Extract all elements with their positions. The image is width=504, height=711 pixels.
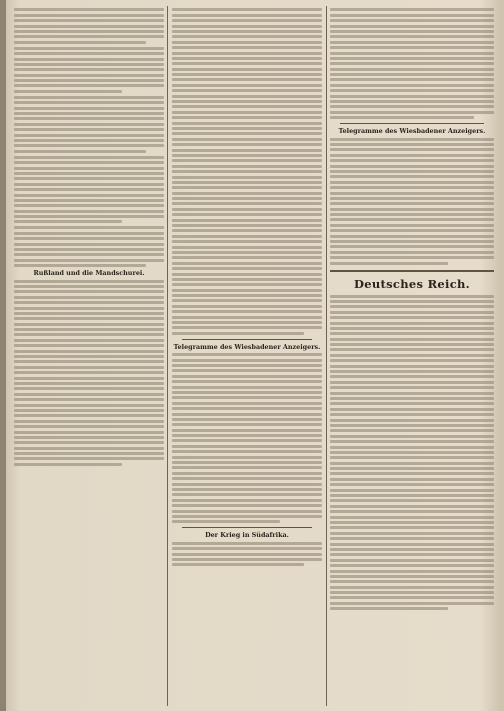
- article-block: [330, 295, 494, 611]
- section-heading-reich: Deutsches Reich.: [353, 276, 470, 291]
- section-heading-russia: Rußland und die Mandschurei.: [33, 269, 145, 278]
- telegram-heading: Telegramme des Wiesbadener Anzeigers.: [338, 127, 486, 136]
- divider: [182, 339, 312, 340]
- divider: [182, 527, 312, 528]
- article-block: [14, 156, 164, 224]
- article-block: [172, 8, 322, 334]
- divider: [340, 123, 484, 124]
- article-block: [330, 138, 494, 265]
- article-block: [172, 542, 322, 567]
- article-block: [14, 226, 164, 267]
- article-block: [14, 280, 164, 466]
- telegram-heading: Telegramme des Wiesbadener Anzeigers.: [173, 342, 321, 351]
- column-rule: [326, 6, 327, 706]
- binding-edge: [0, 0, 6, 711]
- column-right: [330, 6, 494, 706]
- section-rule: [330, 270, 494, 272]
- column-middle: [172, 6, 322, 706]
- article-block: [14, 8, 164, 43]
- article-block: [14, 47, 164, 93]
- column-left: [14, 6, 164, 706]
- section-heading-war: Der Krieg in Südafrika.: [205, 531, 289, 540]
- article-block: [330, 8, 494, 119]
- article-block: [172, 353, 322, 523]
- article-block: [14, 96, 164, 153]
- column-rule: [167, 6, 168, 706]
